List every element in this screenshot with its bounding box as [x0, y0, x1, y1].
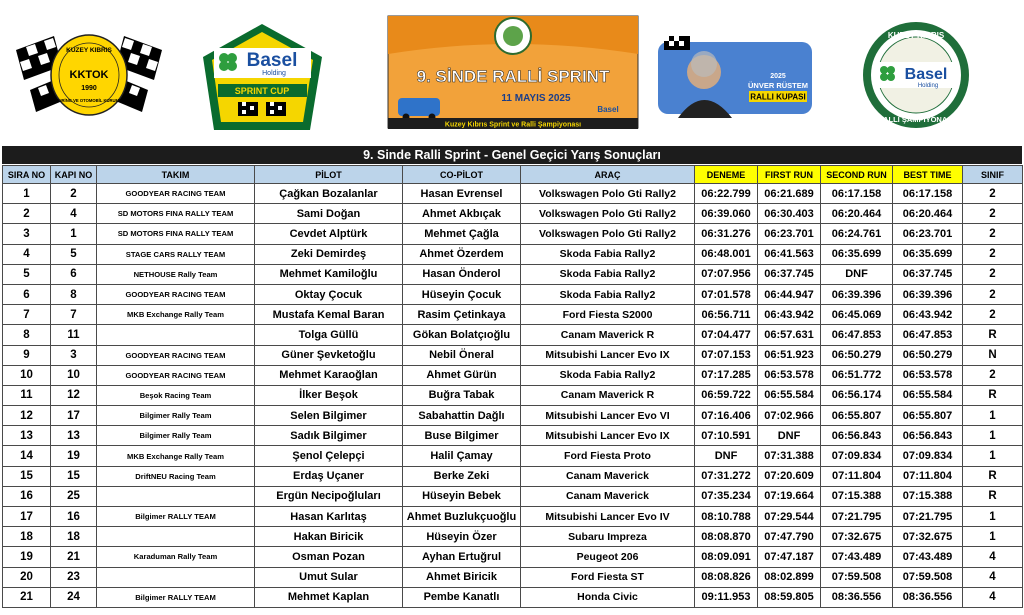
best-time-cell: 07:43.489 [893, 547, 963, 567]
best-time-cell: 07:11.804 [893, 466, 963, 486]
pilot-cell: Oktay Çocuk [255, 284, 403, 304]
basel-sprint-cup-logo [200, 22, 325, 137]
table-row [3, 426, 1023, 446]
deneme-cell: 06:22.799 [695, 184, 758, 204]
second-run-cell: 06:50.279 [821, 345, 893, 365]
car-cell: Skoda Fabia Rally2 [521, 284, 695, 304]
table-row [3, 466, 1023, 486]
logo-strip [0, 0, 1024, 142]
sinif-cell: 2 [963, 224, 1023, 244]
sinif-cell: 4 [963, 547, 1023, 567]
seal-top-text: KUZEY KIBRIS [887, 31, 945, 40]
co-pilot-cell: Ahmet Buzlukçuoğlu [403, 507, 521, 527]
co-pilot-cell: Ahmet Gürün [403, 365, 521, 385]
sinif-cell: N [963, 345, 1023, 365]
kapi-no-cell: 10 [51, 365, 97, 385]
best-time-cell: 06:23.701 [893, 224, 963, 244]
table-row [3, 587, 1023, 607]
sinif-cell: R [963, 466, 1023, 486]
table-row [3, 406, 1023, 426]
deneme-cell: 07:10.591 [695, 426, 758, 446]
poster-footer: Kuzey Kıbrıs Sprint ve Ralli Şampiyonası [444, 121, 582, 129]
second-run-cell: 06:51.772 [821, 365, 893, 385]
car-cell: Subaru Impreza [521, 527, 695, 547]
header-pilot: PİLOT [255, 166, 403, 184]
sira-no-cell: 14 [3, 446, 51, 466]
poster-title: 9. SİNDE RALLİ SPRINT [416, 67, 610, 86]
sinif-cell: 2 [963, 204, 1023, 224]
kapi-no-cell: 19 [51, 446, 97, 466]
kktok-bottom-text: TURİNG VE OTOMOBİL KURUMU [55, 98, 123, 103]
car-cell: Mitsubishi Lancer Evo IX [521, 345, 695, 365]
car-cell: Canam Maverick [521, 486, 695, 506]
sinif-cell: 1 [963, 406, 1023, 426]
sira-no-cell: 15 [3, 466, 51, 486]
best-time-cell: 06:56.843 [893, 426, 963, 446]
pilot-cell: Mehmet Kaplan [255, 587, 403, 607]
unver-rustem-cup-logo [656, 36, 814, 118]
best-time-cell: 07:09.834 [893, 446, 963, 466]
car-cell: Skoda Fabia Rally2 [521, 365, 695, 385]
basel-cup-brand: Basel [246, 50, 298, 71]
first-run-cell: 06:44.947 [758, 284, 821, 304]
co-pilot-cell: Hüseyin Çocuk [403, 284, 521, 304]
deneme-cell: 06:31.276 [695, 224, 758, 244]
team-cell: SD MOTORS FINA RALLY TEAM [97, 204, 255, 224]
sira-no-cell: 12 [3, 406, 51, 426]
kapi-no-cell: 15 [51, 466, 97, 486]
pilot-cell: Sami Doğan [255, 204, 403, 224]
seal-sub: Holding [917, 83, 939, 89]
kapi-no-cell: 3 [51, 345, 97, 365]
deneme-cell: 08:08.826 [695, 567, 758, 587]
team-cell: MKB Exchange Rally Team [97, 446, 255, 466]
first-run-cell: 07:02.966 [758, 406, 821, 426]
team-cell: STAGE CARS RALLY TEAM [97, 244, 255, 264]
sinif-cell: 2 [963, 305, 1023, 325]
table-row [3, 345, 1023, 365]
kapi-no-cell: 4 [51, 204, 97, 224]
kuzey-kibris-rally-seal [856, 20, 976, 130]
sinif-cell: 2 [963, 184, 1023, 204]
best-time-cell: 06:43.942 [893, 305, 963, 325]
co-pilot-cell: Ahmet Özerdem [403, 244, 521, 264]
deneme-cell: 09:11.953 [695, 587, 758, 607]
car-cell: Peugeot 206 [521, 547, 695, 567]
best-time-cell: 07:21.795 [893, 507, 963, 527]
pilot-cell: İlker Beşok [255, 385, 403, 405]
best-time-cell: 06:20.464 [893, 204, 963, 224]
table-row [3, 264, 1023, 284]
table-row [3, 547, 1023, 567]
second-run-cell: DNF [821, 264, 893, 284]
car-cell: Ford Fiesta ST [521, 567, 695, 587]
co-pilot-cell: Hüseyin Bebek [403, 486, 521, 506]
pilot-cell: Sadık Bilgimer [255, 426, 403, 446]
kapi-no-cell: 2 [51, 184, 97, 204]
car-cell: Ford Fiesta S2000 [521, 305, 695, 325]
best-time-cell: 07:15.388 [893, 486, 963, 506]
pilot-cell: Osman Pozan [255, 547, 403, 567]
deneme-cell: 07:16.406 [695, 406, 758, 426]
best-time-cell: 06:53.578 [893, 365, 963, 385]
best-time-cell: 06:35.699 [893, 244, 963, 264]
header-first-run: FIRST RUN [758, 166, 821, 184]
team-cell: MKB Exchange Rally Team [97, 305, 255, 325]
second-run-cell: 06:47.853 [821, 325, 893, 345]
pilot-cell: Çağkan Bozalanlar [255, 184, 403, 204]
co-pilot-cell: Halil Çamay [403, 446, 521, 466]
co-pilot-cell: Gökan Bolatçıoğlu [403, 325, 521, 345]
table-header [3, 166, 1023, 184]
first-run-cell: 07:20.609 [758, 466, 821, 486]
kapi-no-cell: 11 [51, 325, 97, 345]
second-run-cell: 06:17.158 [821, 184, 893, 204]
kapi-no-cell: 13 [51, 426, 97, 446]
deneme-cell: 07:04.477 [695, 325, 758, 345]
team-cell: Bilgimer Rally Team [97, 406, 255, 426]
table-row [3, 305, 1023, 325]
deneme-cell: 07:01.578 [695, 284, 758, 304]
co-pilot-cell: Berke Zeki [403, 466, 521, 486]
table-row [3, 365, 1023, 385]
kapi-no-cell: 25 [51, 486, 97, 506]
co-pilot-cell: Ahmet Akbıçak [403, 204, 521, 224]
seal-bottom-text: RALLİ ŞAMPİYONASI [877, 115, 955, 124]
table-row [3, 385, 1023, 405]
car-cell: Ford Fiesta Proto [521, 446, 695, 466]
deneme-cell: 07:31.272 [695, 466, 758, 486]
first-run-cell: 06:21.689 [758, 184, 821, 204]
team-cell: Bilgimer Rally Team [97, 426, 255, 446]
deneme-cell: 07:07.153 [695, 345, 758, 365]
deneme-cell: 08:10.788 [695, 507, 758, 527]
first-run-cell: 06:30.403 [758, 204, 821, 224]
rally-car-icon [398, 98, 440, 116]
team-cell: Karaduman Rally Team [97, 547, 255, 567]
first-run-cell: 06:43.942 [758, 305, 821, 325]
sinif-cell: 1 [963, 446, 1023, 466]
kktok-logo [14, 30, 164, 120]
basel-cup-sub: Holding [262, 70, 286, 77]
second-run-cell: 06:56.174 [821, 385, 893, 405]
pilot-cell: Tolga Güllü [255, 325, 403, 345]
second-run-cell: 06:39.396 [821, 284, 893, 304]
sinif-cell: R [963, 325, 1023, 345]
pilot-cell: Erdaş Uçaner [255, 466, 403, 486]
deneme-cell: 06:59.722 [695, 385, 758, 405]
second-run-cell: 07:59.508 [821, 567, 893, 587]
deneme-cell: 07:07.956 [695, 264, 758, 284]
best-time-cell: 07:59.508 [893, 567, 963, 587]
kapi-no-cell: 18 [51, 527, 97, 547]
sinif-cell: R [963, 385, 1023, 405]
co-pilot-cell: Mehmet Çağla [403, 224, 521, 244]
best-time-cell: 06:37.745 [893, 264, 963, 284]
poster-brand: Basel [597, 105, 619, 114]
sira-no-cell: 8 [3, 325, 51, 345]
kktok-top-text: KUZEY KIBRIS [66, 47, 112, 54]
second-run-cell: 07:43.489 [821, 547, 893, 567]
co-pilot-cell: Rasim Çetinkaya [403, 305, 521, 325]
sira-no-cell: 19 [3, 547, 51, 567]
sira-no-cell: 2 [3, 204, 51, 224]
kapi-no-cell: 17 [51, 406, 97, 426]
first-run-cell: 06:53.578 [758, 365, 821, 385]
sira-no-cell: 1 [3, 184, 51, 204]
sira-no-cell: 21 [3, 587, 51, 607]
header-best-time: BEST TIME [893, 166, 963, 184]
co-pilot-cell: Nebil Öneral [403, 345, 521, 365]
second-run-cell: 07:11.804 [821, 466, 893, 486]
pilot-cell: Cevdet Alptürk [255, 224, 403, 244]
best-time-cell: 06:55.584 [893, 385, 963, 405]
sira-no-cell: 13 [3, 426, 51, 446]
co-pilot-cell: Buse Bilgimer [403, 426, 521, 446]
event-poster [386, 14, 640, 131]
car-cell: Mitsubishi Lancer Evo IX [521, 426, 695, 446]
table-row [3, 486, 1023, 506]
second-run-cell: 07:32.675 [821, 527, 893, 547]
car-cell: Honda Civic [521, 587, 695, 607]
header-sira-no: SIRA NO [3, 166, 51, 184]
kapi-no-cell: 21 [51, 547, 97, 567]
car-cell: Volkswagen Polo Gti Rally2 [521, 204, 695, 224]
first-run-cell: 06:23.701 [758, 224, 821, 244]
deneme-cell: DNF [695, 446, 758, 466]
sira-no-cell: 9 [3, 345, 51, 365]
co-pilot-cell: Ayhan Ertuğrul [403, 547, 521, 567]
co-pilot-cell: Buğra Tabak [403, 385, 521, 405]
deneme-cell: 06:48.001 [695, 244, 758, 264]
co-pilot-cell: Hasan Evrensel [403, 184, 521, 204]
team-cell: GOODYEAR RACING TEAM [97, 284, 255, 304]
first-run-cell: 06:41.563 [758, 244, 821, 264]
best-time-cell: 08:36.556 [893, 587, 963, 607]
best-time-cell: 06:50.279 [893, 345, 963, 365]
table-body [3, 184, 1023, 608]
deneme-cell: 07:35.234 [695, 486, 758, 506]
kapi-no-cell: 5 [51, 244, 97, 264]
team-cell: Beşok Racing Team [97, 385, 255, 405]
kapi-no-cell: 23 [51, 567, 97, 587]
team-cell [97, 527, 255, 547]
co-pilot-cell: Pembe Kanatlı [403, 587, 521, 607]
team-cell: DriftNEU Racing Team [97, 466, 255, 486]
best-time-cell: 06:17.158 [893, 184, 963, 204]
team-cell: SD MOTORS FINA RALLY TEAM [97, 224, 255, 244]
kapi-no-cell: 24 [51, 587, 97, 607]
table-row [3, 204, 1023, 224]
best-time-cell: 06:47.853 [893, 325, 963, 345]
team-cell: Bilgimer RALLY TEAM [97, 587, 255, 607]
kapi-no-cell: 8 [51, 284, 97, 304]
kupa-line2: RALLI KUPASI [750, 92, 806, 102]
header-arac: ARAÇ [521, 166, 695, 184]
pilot-cell: Selen Bilgimer [255, 406, 403, 426]
best-time-cell: 06:55.807 [893, 406, 963, 426]
first-run-cell: 07:47.187 [758, 547, 821, 567]
pilot-cell: Mustafa Kemal Baran [255, 305, 403, 325]
sinif-cell: 2 [963, 365, 1023, 385]
table-row [3, 244, 1023, 264]
header-co-pilot: CO-PİLOT [403, 166, 521, 184]
first-run-cell: 06:55.584 [758, 385, 821, 405]
first-run-cell: DNF [758, 426, 821, 446]
team-cell: Bilgimer RALLY TEAM [97, 507, 255, 527]
best-time-cell: 06:39.396 [893, 284, 963, 304]
co-pilot-cell: Sabahattin Dağlı [403, 406, 521, 426]
kapi-no-cell: 16 [51, 507, 97, 527]
co-pilot-cell: Hasan Önderol [403, 264, 521, 284]
sira-no-cell: 6 [3, 284, 51, 304]
team-cell [97, 325, 255, 345]
pilot-cell: Hasan Karlıtaş [255, 507, 403, 527]
first-run-cell: 06:37.745 [758, 264, 821, 284]
sinif-cell: 4 [963, 587, 1023, 607]
first-run-cell: 07:47.790 [758, 527, 821, 547]
header-kapi-no: KAPI NO [51, 166, 97, 184]
sira-no-cell: 11 [3, 385, 51, 405]
team-cell [97, 567, 255, 587]
results-table [2, 165, 1023, 608]
sira-no-cell: 5 [3, 264, 51, 284]
deneme-cell: 08:09.091 [695, 547, 758, 567]
first-run-cell: 08:59.805 [758, 587, 821, 607]
sira-no-cell: 10 [3, 365, 51, 385]
second-run-cell: 07:21.795 [821, 507, 893, 527]
car-cell: Canam Maverick [521, 466, 695, 486]
co-pilot-cell: Hüseyin Özer [403, 527, 521, 547]
header-takim: TAKIM [97, 166, 255, 184]
second-run-cell: 06:45.069 [821, 305, 893, 325]
sira-no-cell: 17 [3, 507, 51, 527]
kupa-line1: ÜNVER RÜSTEM [747, 81, 809, 90]
car-cell: Skoda Fabia Rally2 [521, 264, 695, 284]
sinif-cell: 1 [963, 527, 1023, 547]
kktok-year-text: 1990 [81, 85, 97, 92]
sinif-cell: 4 [963, 567, 1023, 587]
table-row [3, 284, 1023, 304]
second-run-cell: 07:15.388 [821, 486, 893, 506]
poster-date: 11 MAYIS 2025 [501, 93, 571, 104]
pilot-cell: Ergün Necipoğluları [255, 486, 403, 506]
sinif-cell: R [963, 486, 1023, 506]
second-run-cell: 06:56.843 [821, 426, 893, 446]
kapi-no-cell: 7 [51, 305, 97, 325]
deneme-cell: 08:08.870 [695, 527, 758, 547]
table-row [3, 325, 1023, 345]
sinif-cell: 1 [963, 426, 1023, 446]
sira-no-cell: 3 [3, 224, 51, 244]
table-row [3, 184, 1023, 204]
pilot-cell: Zeki Demirdeş [255, 244, 403, 264]
table-row [3, 224, 1023, 244]
sira-no-cell: 16 [3, 486, 51, 506]
team-cell: GOODYEAR RACING TEAM [97, 345, 255, 365]
sinif-cell: 2 [963, 244, 1023, 264]
first-run-cell: 07:31.388 [758, 446, 821, 466]
pilot-cell: Şenol Çelepçi [255, 446, 403, 466]
second-run-cell: 06:24.761 [821, 224, 893, 244]
seal-brand: Basel [904, 66, 948, 83]
second-run-cell: 06:55.807 [821, 406, 893, 426]
results-title: 9. Sinde Ralli Sprint - Genel Geçici Yarış Sonuçları [2, 146, 1022, 164]
team-cell [97, 486, 255, 506]
pilot-cell: Güner Şevketoğlu [255, 345, 403, 365]
header-second-run: SECOND RUN [821, 166, 893, 184]
first-run-cell: 07:19.664 [758, 486, 821, 506]
car-cell: Volkswagen Polo Gti Rally2 [521, 224, 695, 244]
sira-no-cell: 20 [3, 567, 51, 587]
car-cell: Canam Maverick R [521, 385, 695, 405]
basel-cup-ribbon: SPRINT CUP [234, 86, 290, 96]
table-row [3, 567, 1023, 587]
first-run-cell: 08:02.899 [758, 567, 821, 587]
header-sinif: SINIF [963, 166, 1023, 184]
pilot-cell: Umut Sular [255, 567, 403, 587]
kupa-year: 2025 [770, 73, 786, 80]
first-run-cell: 06:51.923 [758, 345, 821, 365]
sinif-cell: 2 [963, 284, 1023, 304]
second-run-cell: 06:20.464 [821, 204, 893, 224]
sira-no-cell: 18 [3, 527, 51, 547]
second-run-cell: 08:36.556 [821, 587, 893, 607]
deneme-cell: 06:56.711 [695, 305, 758, 325]
sira-no-cell: 4 [3, 244, 51, 264]
table-row [3, 507, 1023, 527]
first-run-cell: 07:29.544 [758, 507, 821, 527]
table-row [3, 527, 1023, 547]
sira-no-cell: 7 [3, 305, 51, 325]
first-run-cell: 06:57.631 [758, 325, 821, 345]
kapi-no-cell: 12 [51, 385, 97, 405]
best-time-cell: 07:32.675 [893, 527, 963, 547]
sinif-cell: 1 [963, 507, 1023, 527]
car-cell: Skoda Fabia Rally2 [521, 244, 695, 264]
pilot-cell: Mehmet Kamiloğlu [255, 264, 403, 284]
sinif-cell: 2 [963, 264, 1023, 284]
second-run-cell: 07:09.834 [821, 446, 893, 466]
team-cell: GOODYEAR RACING TEAM [97, 184, 255, 204]
table-row [3, 446, 1023, 466]
pilot-cell: Mehmet Karaoğlan [255, 365, 403, 385]
car-cell: Canam Maverick R [521, 325, 695, 345]
car-cell: Mitsubishi Lancer Evo IV [521, 507, 695, 527]
team-cell: NETHOUSE Rally Team [97, 264, 255, 284]
pilot-cell: Hakan Biricik [255, 527, 403, 547]
car-cell: Mitsubishi Lancer Evo VI [521, 406, 695, 426]
deneme-cell: 06:39.060 [695, 204, 758, 224]
deneme-cell: 07:17.285 [695, 365, 758, 385]
kktok-main-text: KKTOK [69, 69, 109, 81]
kapi-no-cell: 6 [51, 264, 97, 284]
second-run-cell: 06:35.699 [821, 244, 893, 264]
kapi-no-cell: 1 [51, 224, 97, 244]
header-deneme: DENEME [695, 166, 758, 184]
car-cell: Volkswagen Polo Gti Rally2 [521, 184, 695, 204]
team-cell: GOODYEAR RACING TEAM [97, 365, 255, 385]
co-pilot-cell: Ahmet Biricik [403, 567, 521, 587]
